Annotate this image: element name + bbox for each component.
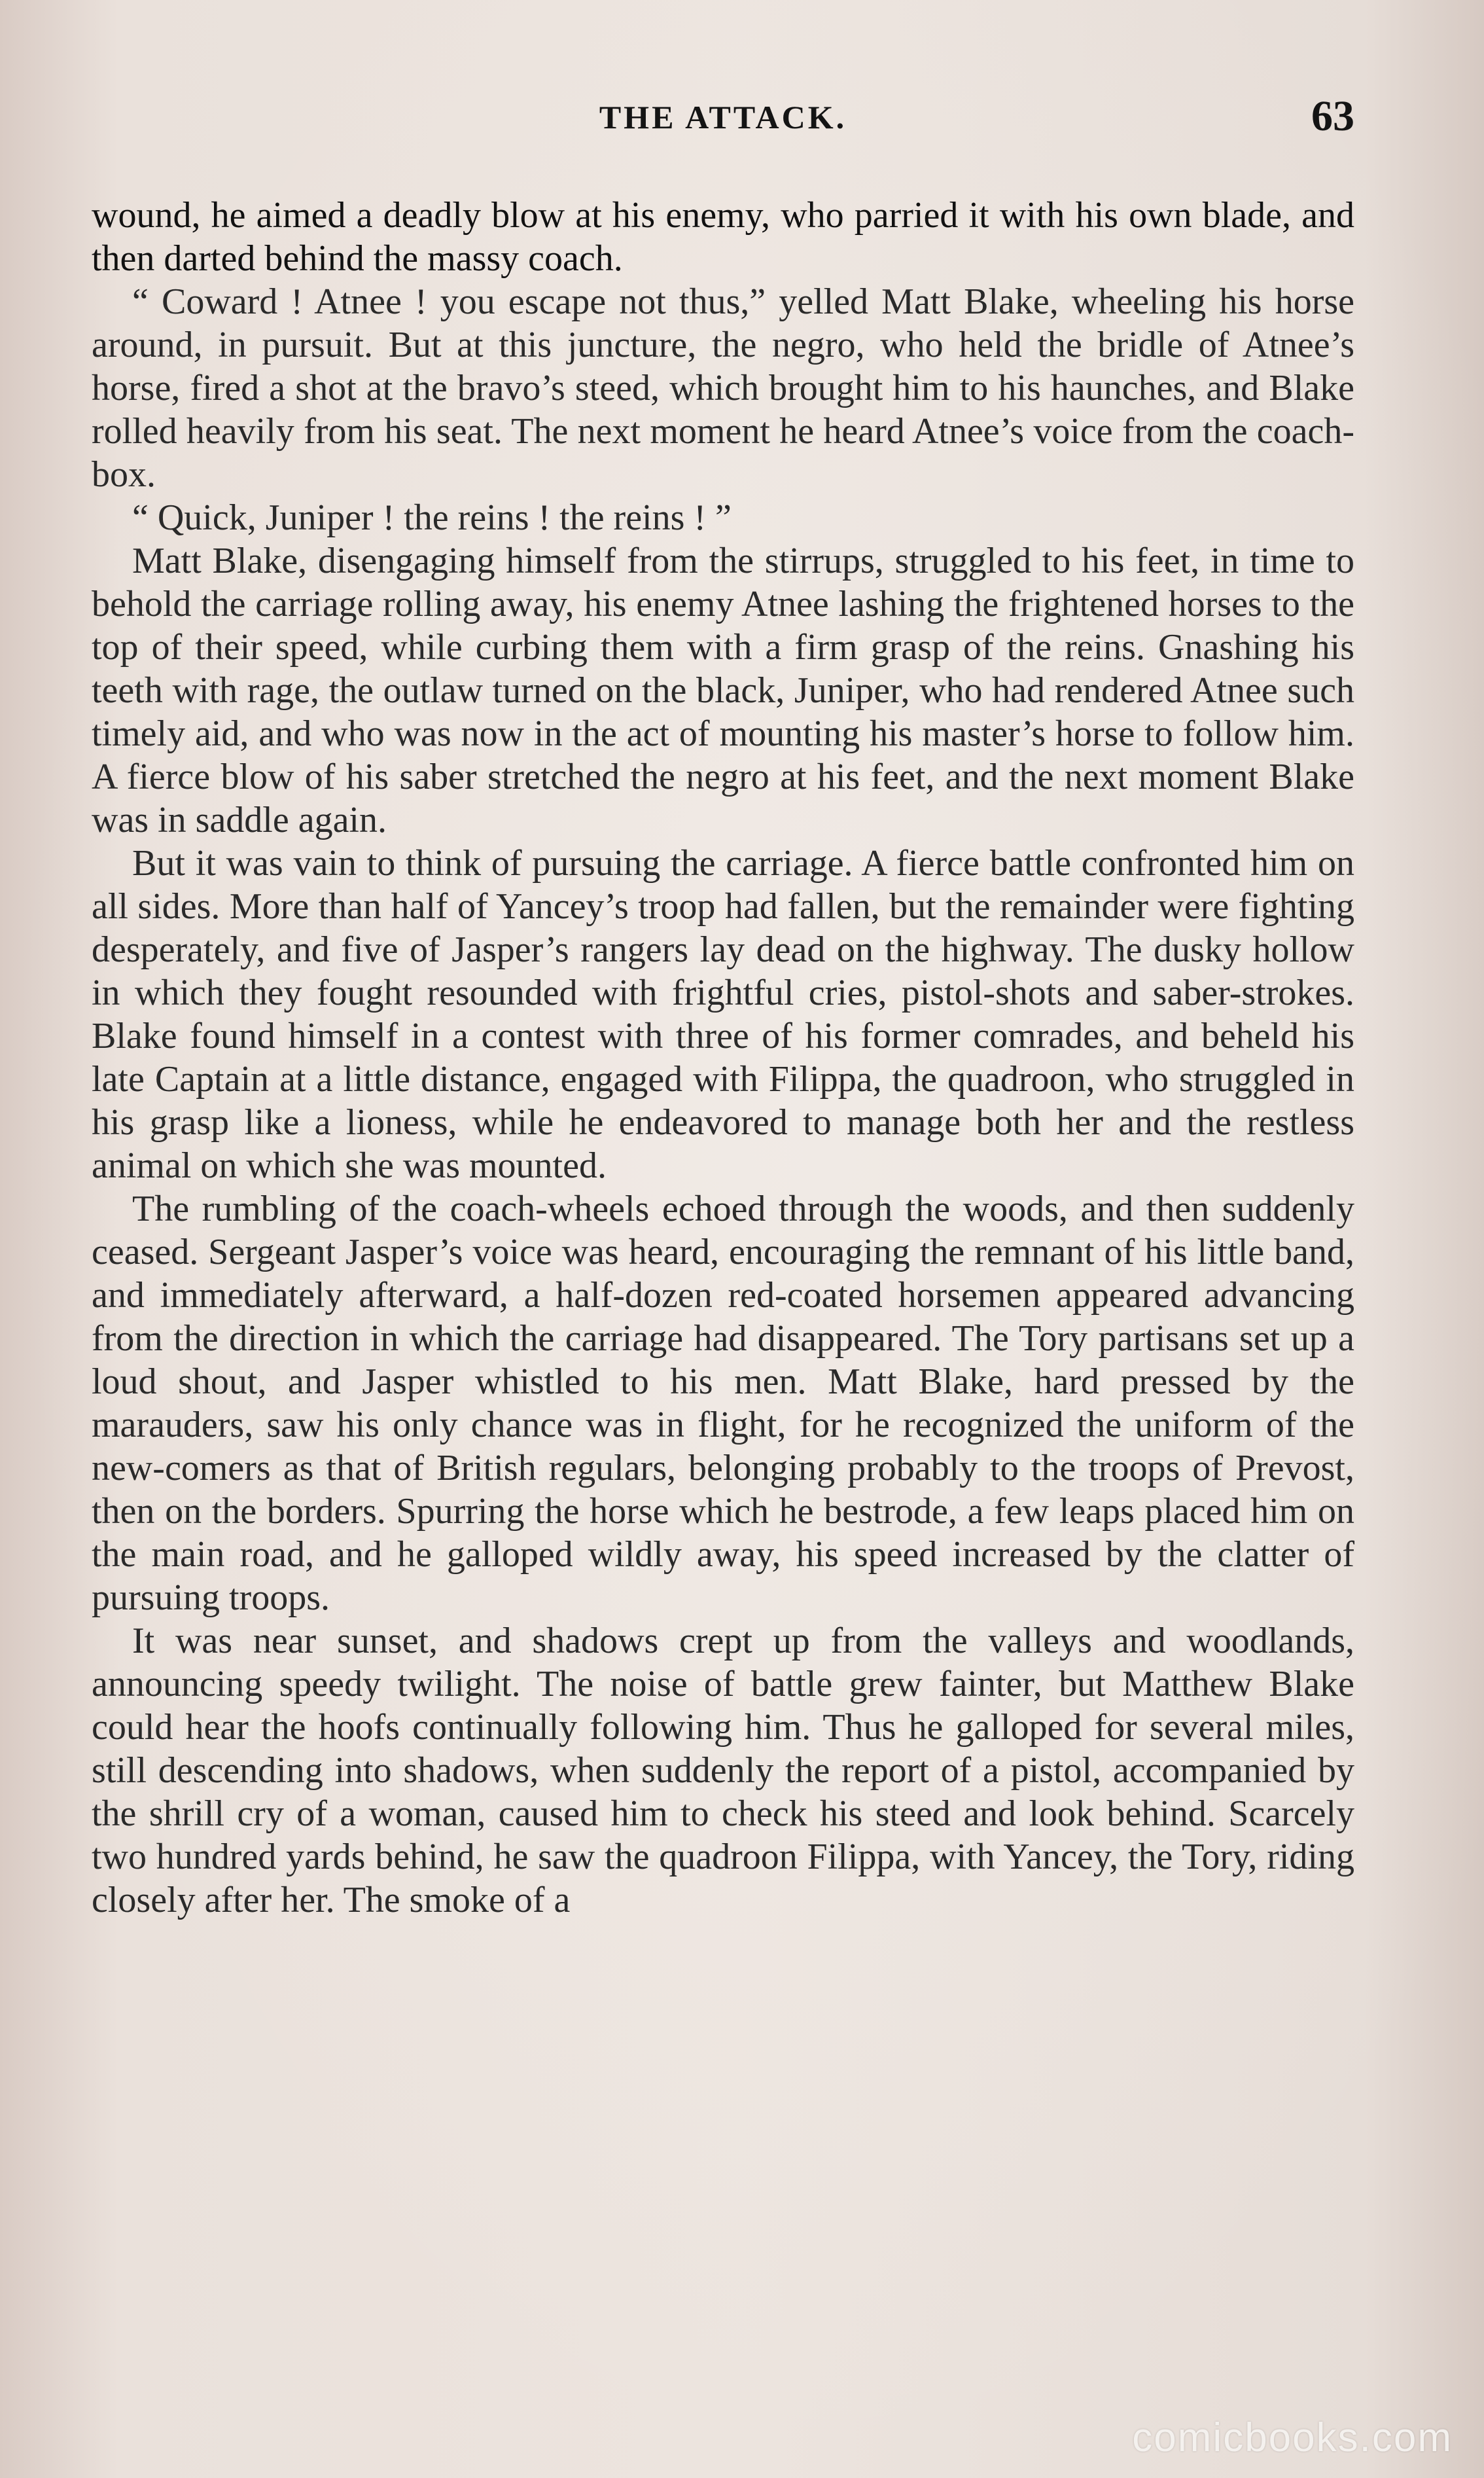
paragraph: But it was vain to think of pursuing the carriage. A fierce battle confronted him on all sides. More than half of Yancey’s troop had fallen, but the remainder were fighting desperately, and five of Jasper’s rangers lay dead on the highway. The dusky hollow in which they fought resounded with frightful cries, pistol-shots and saber-strokes. Blake found himself in a contest with three of his former comrades, and beheld his late Captain at a little distance, engaged with Filippa, the quadroon, who struggled in his grasp like a lioness, while he endeavored to manage both her and the restless animal on which she was mounted. xyxy=(92,843,1354,1186)
paragraph: “ Quick, Juniper ! the reins ! the reins ! ” xyxy=(132,497,732,538)
paragraph: The rumbling of the coach-wheels echoed through the woods, and then suddenly ceased. Sergeant Jasper’s voice was heard, encouraging the remnant of his little band, and immediately afterward, a half-dozen red-coated horsemen appeared advancing from the direction in which the carriage had disappeared. The Tory partisans set up a loud shout, and Jasper whistled to his men. Matt Blake, hard pressed by the marauders, saw his only chance was in flight, for he recognized the uniform of the new-comers as that of British regulars, belonging probably to the troops of Prevost, then on the borders. Spurring the horse which he bestrode, a few leaps placed him on the main road, and he galloped wildly away, his speed increased by the clatter of pursuing troops. xyxy=(92,1189,1354,1618)
body-text xyxy=(92,194,1354,1922)
running-head xyxy=(92,92,1354,151)
page-number: 63 xyxy=(1311,92,1354,140)
watermark: comicbooks.com xyxy=(1132,2415,1453,2460)
paragraph: Matt Blake, disengaging himself from the stirrups, struggled to his feet, in time to behold the carriage rolling away, his enemy Atnee lashing the frightened horses to the top of their speed, while curbing them with a firm grasp of the reins. Gnashing his teeth with rage, the outlaw turned on the black, Juniper, who had rendered Atnee such timely aid, and who was now in the act of mounting his master’s horse to follow him. A fierce blow of his saber stretched the negro at his feet, and the next moment Blake was in saddle again. xyxy=(92,541,1354,840)
paragraph-continued: wound, he aimed a deadly blow at his enemy, who parried it with his own blade, and then darted behind the massy coach. xyxy=(92,195,1354,279)
running-title: THE ATTACK. xyxy=(599,99,847,135)
paragraph: It was near sunset, and shadows crept up from the valleys and woodlands, announcing speedy twilight. The noise of battle grew fainter, but Matthew Blake could hear the hoofs continually following him. Thus he galloped for several miles, still descending into shadows, when suddenly the report of a pistol, accompanied by the shrill cry of a woman, caused him to check his steed and look behind. Scarcely two hundred yards behind, he saw the quadroon Filippa, with Yancey, the Tory, riding closely after her. The smoke of a xyxy=(92,1621,1354,1920)
paragraph: “ Coward ! Atnee ! you escape not thus,” yelled Matt Blake, wheeling his horse around, in pursuit. But at this juncture, the negro, who held the bridle of Atnee’s horse, fired a shot at the bravo’s steed, which brought him to his haunches, and Blake rolled heavily from his seat. The next moment he heard Atnee’s voice from the coach-box. xyxy=(92,281,1354,495)
